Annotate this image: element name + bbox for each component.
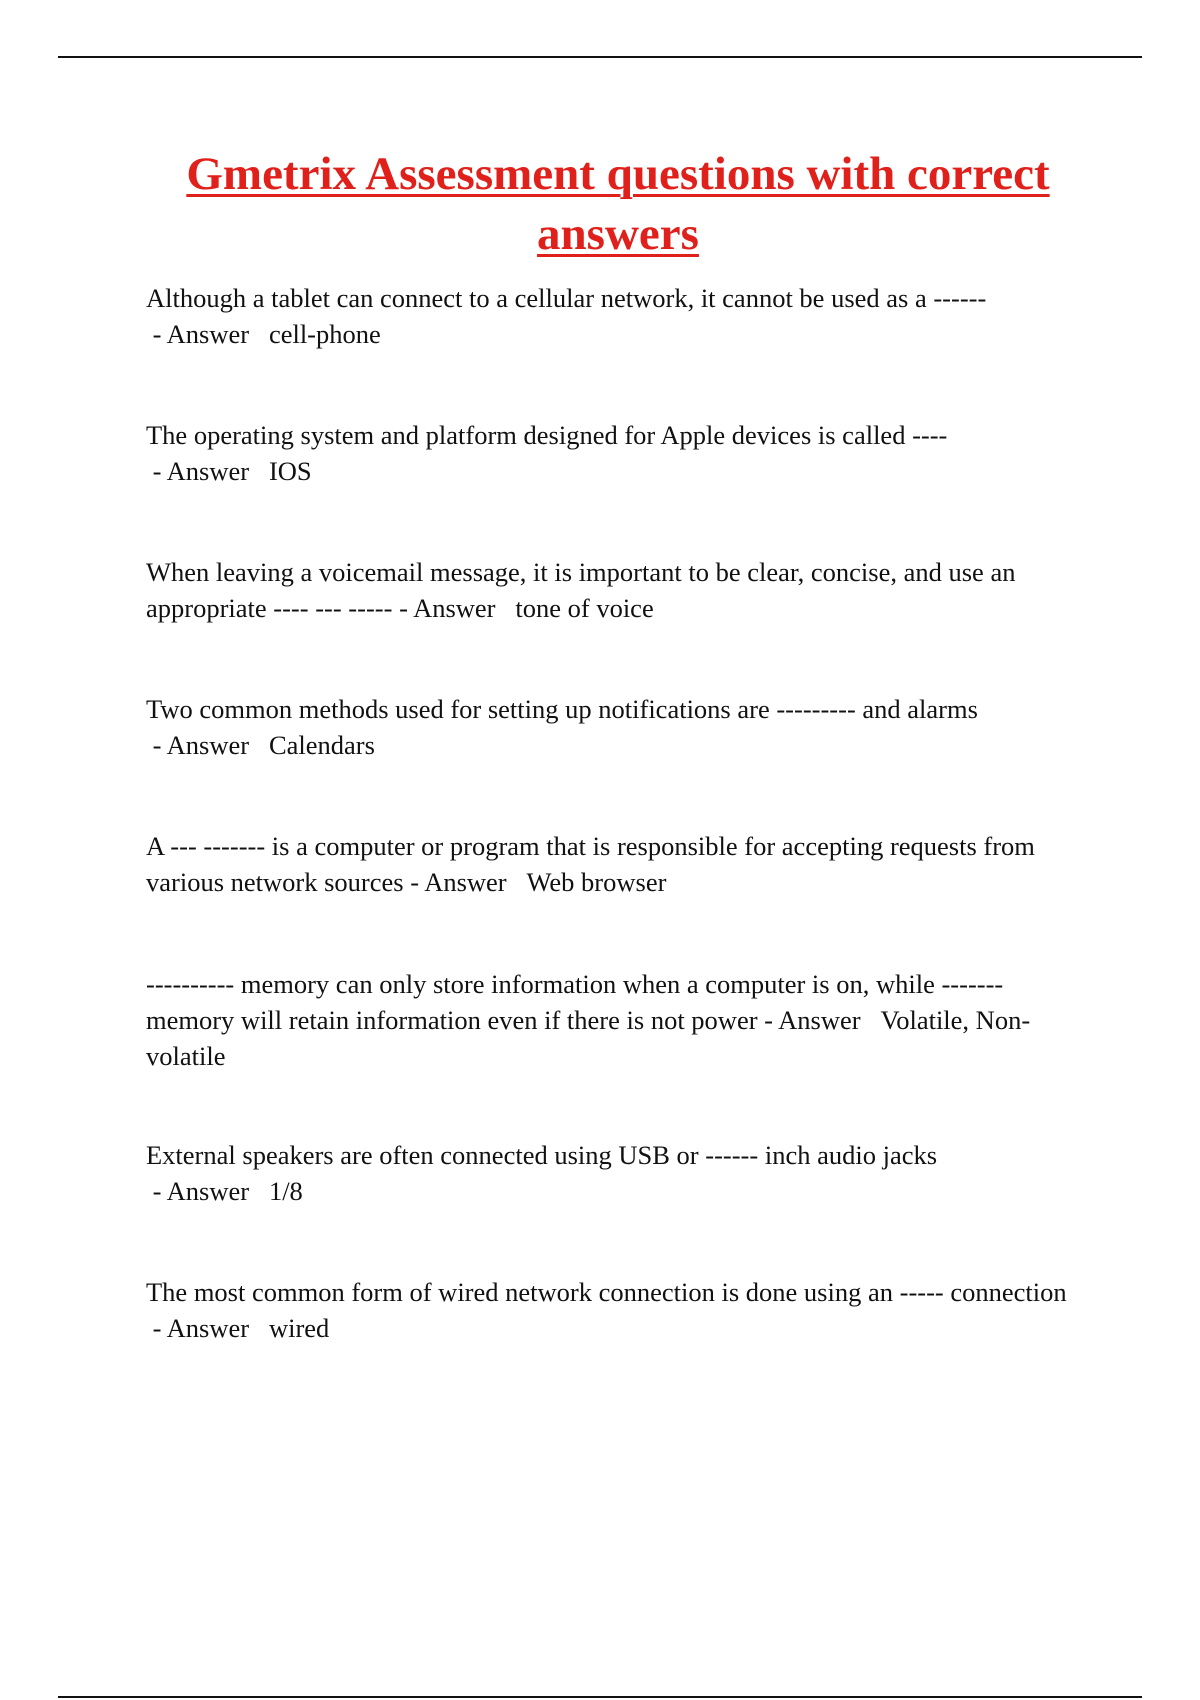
answer-text: Volatile, Non-volatile: [146, 1005, 1031, 1071]
answer-label: Answer: [166, 730, 250, 760]
qa-item: [146, 1137, 1086, 1209]
answer-text: wired: [268, 1313, 330, 1343]
top-rule: [58, 56, 1142, 58]
answer-label: Answer: [166, 319, 250, 349]
answer-label: Answer: [778, 1005, 861, 1035]
separator: -: [392, 593, 414, 623]
answer-label: Answer: [166, 456, 250, 486]
answer-label: Answer: [166, 1176, 250, 1206]
document-title: Gmetrix Assessment questions with correct answers: [186, 148, 1050, 260]
separator: -: [146, 456, 167, 486]
qa-item: [146, 966, 1086, 1074]
separator: -: [757, 1005, 779, 1035]
qa-item: [146, 554, 1086, 626]
qa-item: [146, 1274, 1086, 1346]
bottom-rule: [58, 1696, 1142, 1698]
answer-text: cell-phone: [268, 319, 381, 349]
question-text: A --- ------- is a computer or program that is responsible for accepting requests from various network sources: [146, 831, 1035, 897]
question-text: The most common form of wired network connection is done using an ----- connection: [146, 1277, 1067, 1307]
answer-label: Answer: [413, 593, 496, 623]
separator: -: [146, 1313, 167, 1343]
qa-item: [146, 691, 1086, 763]
separator: -: [146, 1176, 167, 1206]
answer-text: Calendars: [268, 730, 375, 760]
answer-label: Answer: [166, 1313, 250, 1343]
qa-item: [146, 828, 1086, 900]
question-text: External speakers are often connected using USB or ------ inch audio jacks: [146, 1140, 938, 1170]
qa-item: [146, 280, 1086, 352]
question-text: When leaving a voicemail message, it is important to be clear, concise, and use an appropriate ---- --- -----: [146, 557, 1016, 623]
question-text: Although a tablet can connect to a cellular network, it cannot be used as a ------: [146, 283, 987, 313]
question-text: The operating system and platform designed for Apple devices is called ----: [146, 420, 948, 450]
question-text: Two common methods used for setting up notifications are --------- and alarms: [146, 694, 978, 724]
separator: -: [146, 730, 167, 760]
qa-item: [146, 417, 1086, 489]
separator: -: [146, 319, 167, 349]
question-text: ---------- memory can only store information when a computer is on, while ------- memory will retain information even if there is not power: [146, 969, 1004, 1035]
separator: -: [403, 867, 425, 897]
answer-text: tone of voice: [515, 593, 654, 623]
answer-label: Answer: [424, 867, 507, 897]
answer-text: IOS: [268, 456, 312, 486]
answer-text: Web browser: [526, 867, 667, 897]
answer-text: 1/8: [268, 1176, 303, 1206]
